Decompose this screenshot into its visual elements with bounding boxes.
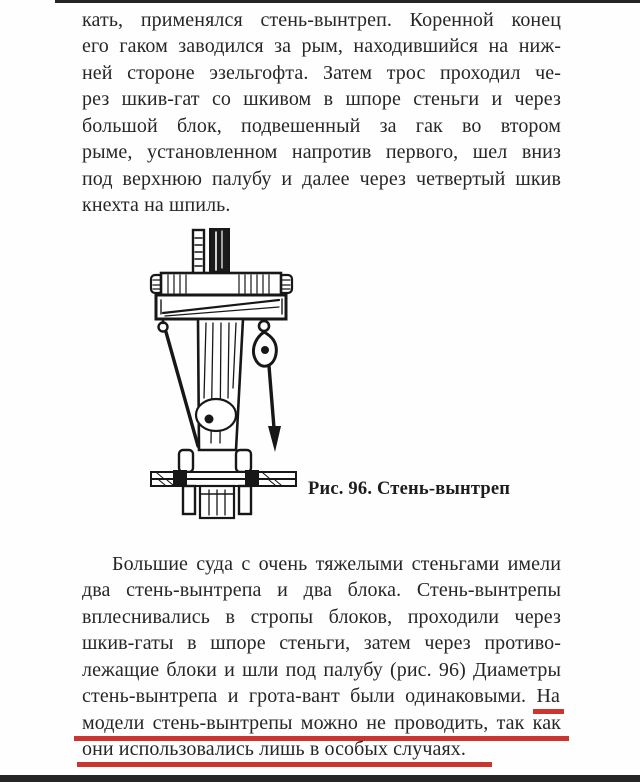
red-underlined-text: модели стень-вынтрепы можно не проводить, так как: [74, 712, 569, 741]
text-line: [82, 33, 561, 59]
text-line: [82, 7, 561, 33]
text-segment: два стень-вынтрепа и два блока. Стень-вынтрепы: [82, 579, 561, 602]
text-line: [82, 736, 561, 762]
red-underlined-text: На: [533, 685, 564, 714]
red-underlined-text: они использовались лишь в особых случаях.: [77, 738, 492, 767]
text-line: [82, 710, 561, 736]
text-line: [82, 657, 561, 683]
text-line: [82, 166, 561, 192]
text-segment: кать, применялся стень-вынтреп. Коренной конец: [82, 9, 561, 31]
text-line: [82, 192, 561, 218]
text-line: [82, 577, 561, 603]
text-segment: Большие суда с очень тяжелыми стеньгами имели: [112, 553, 561, 575]
text-segment: ней стороне эзельгофта. Затем трос проходил че-: [82, 61, 561, 84]
text-segment: стень-вынтрепа и грота-вант были одинаковыми.: [82, 685, 537, 708]
text-line: [82, 683, 561, 709]
text-segment: большой блок, подвешенный за гак во втором: [82, 114, 561, 137]
text-segment: его гаком заводился за рым, находившийся на ниж-: [82, 35, 561, 58]
text-line: [82, 86, 561, 112]
text-segment: под верхнюю палубу и далее через четвертый шкив: [82, 167, 561, 190]
figure-96-illustration: [143, 228, 315, 520]
text-line: [82, 551, 561, 577]
text-line: [82, 139, 561, 165]
text-segment: лежащие блоки и шли под палубу (рис. 96) Диаметры: [82, 658, 561, 681]
text-segment: шкив-гаты в шпоре стеньги, затем через противо-: [82, 632, 561, 655]
text-segment: кнехта на шпиль.: [82, 194, 231, 217]
body-paragraph-1: [82, 7, 561, 219]
text-segment: вплеснивались в стропы блоков, проходили через: [82, 605, 561, 628]
text-line: [82, 630, 561, 656]
figure-caption: Рис. 96. Стень-вынтреп: [308, 479, 511, 499]
body-paragraph-2: [82, 551, 561, 763]
text-line: [82, 60, 561, 86]
scan-edge-top: [55, 0, 640, 3]
text-line: [82, 113, 561, 139]
text-segment: рыме, установленном напротив первого, шел вниз: [82, 141, 561, 164]
topmast-heel-rope-tackle-drawing: [143, 228, 315, 520]
scan-edge-bottom: [0, 775, 640, 782]
text-line: [82, 604, 561, 630]
text-segment: рез шкив-гат со шкивом в шпоре стеньги и через: [82, 88, 561, 111]
